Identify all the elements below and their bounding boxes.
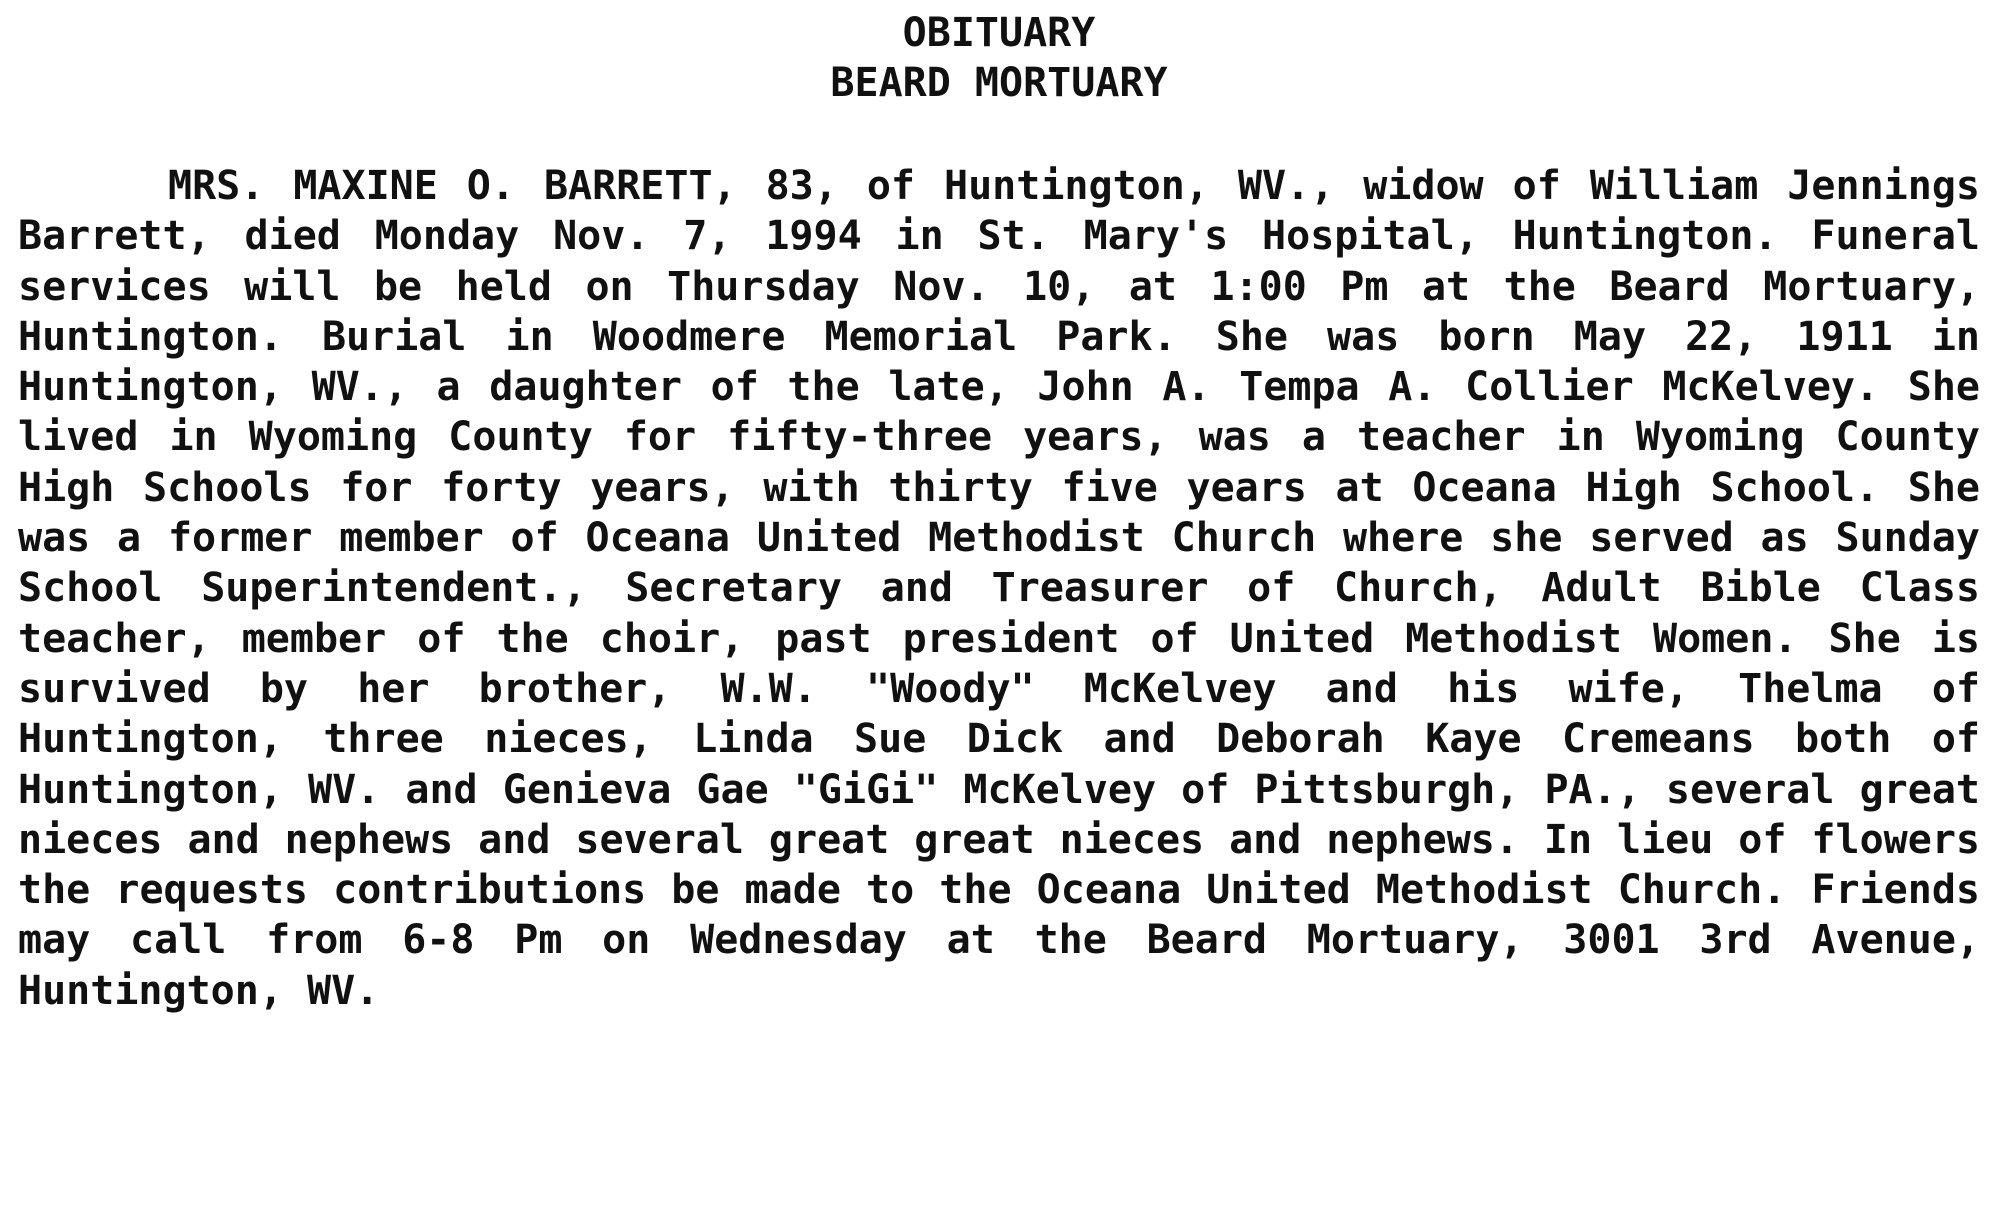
heading-title: OBITUARY	[902, 10, 1096, 56]
obituary-body-text: MRS. MAXINE O. BARRETT, 83, of Huntington, WV., widow of William Jennings Barrett, died Monday Nov. 7, 1994 in St. Mary's Hospital, Huntington. Funeral services will be held on Thursday Nov. 10, at 1:00 Pm at the Beard Mortuary, Huntington. Burial in Woodmere Memorial Park. She was born May 22, 1911 in Huntington, WV., a daughter of the late, John A. Tempa A. Collier McKelvey. She lived in Wyoming County for fifty-three years, was a teacher in Wyoming County High Schools for forty years, with thirty five years at Oceana High School. She was a former member of Oceana United Methodist Church where she served as Sunday School Superintendent., Secretary and Treasurer of Church, Adult Bible Class teacher, member of the choir, past president of United Methodist Women. She is survived by her brother, W.W. "Woody" McKelvey and his wife, Thelma of Huntington, three nieces, Linda Sue Dick and Deborah Kaye Cremeans both of Huntington, WV. and Genieva Gae "GiGi" McKelvey of Pittsburgh, PA., several great nieces and nephews and several great great nieces and nephews. In lieu of flowers the requests contributions be made to the Oceana United Methodist Church. Friends may call from 6-8 Pm on Wednesday at the Beard Mortuary, 3001 3rd Avenue, Huntington, WV.	[18, 163, 1980, 1014]
heading-subtitle: BEARD MORTUARY	[830, 60, 1168, 106]
obituary-header	[0, 8, 1998, 108]
